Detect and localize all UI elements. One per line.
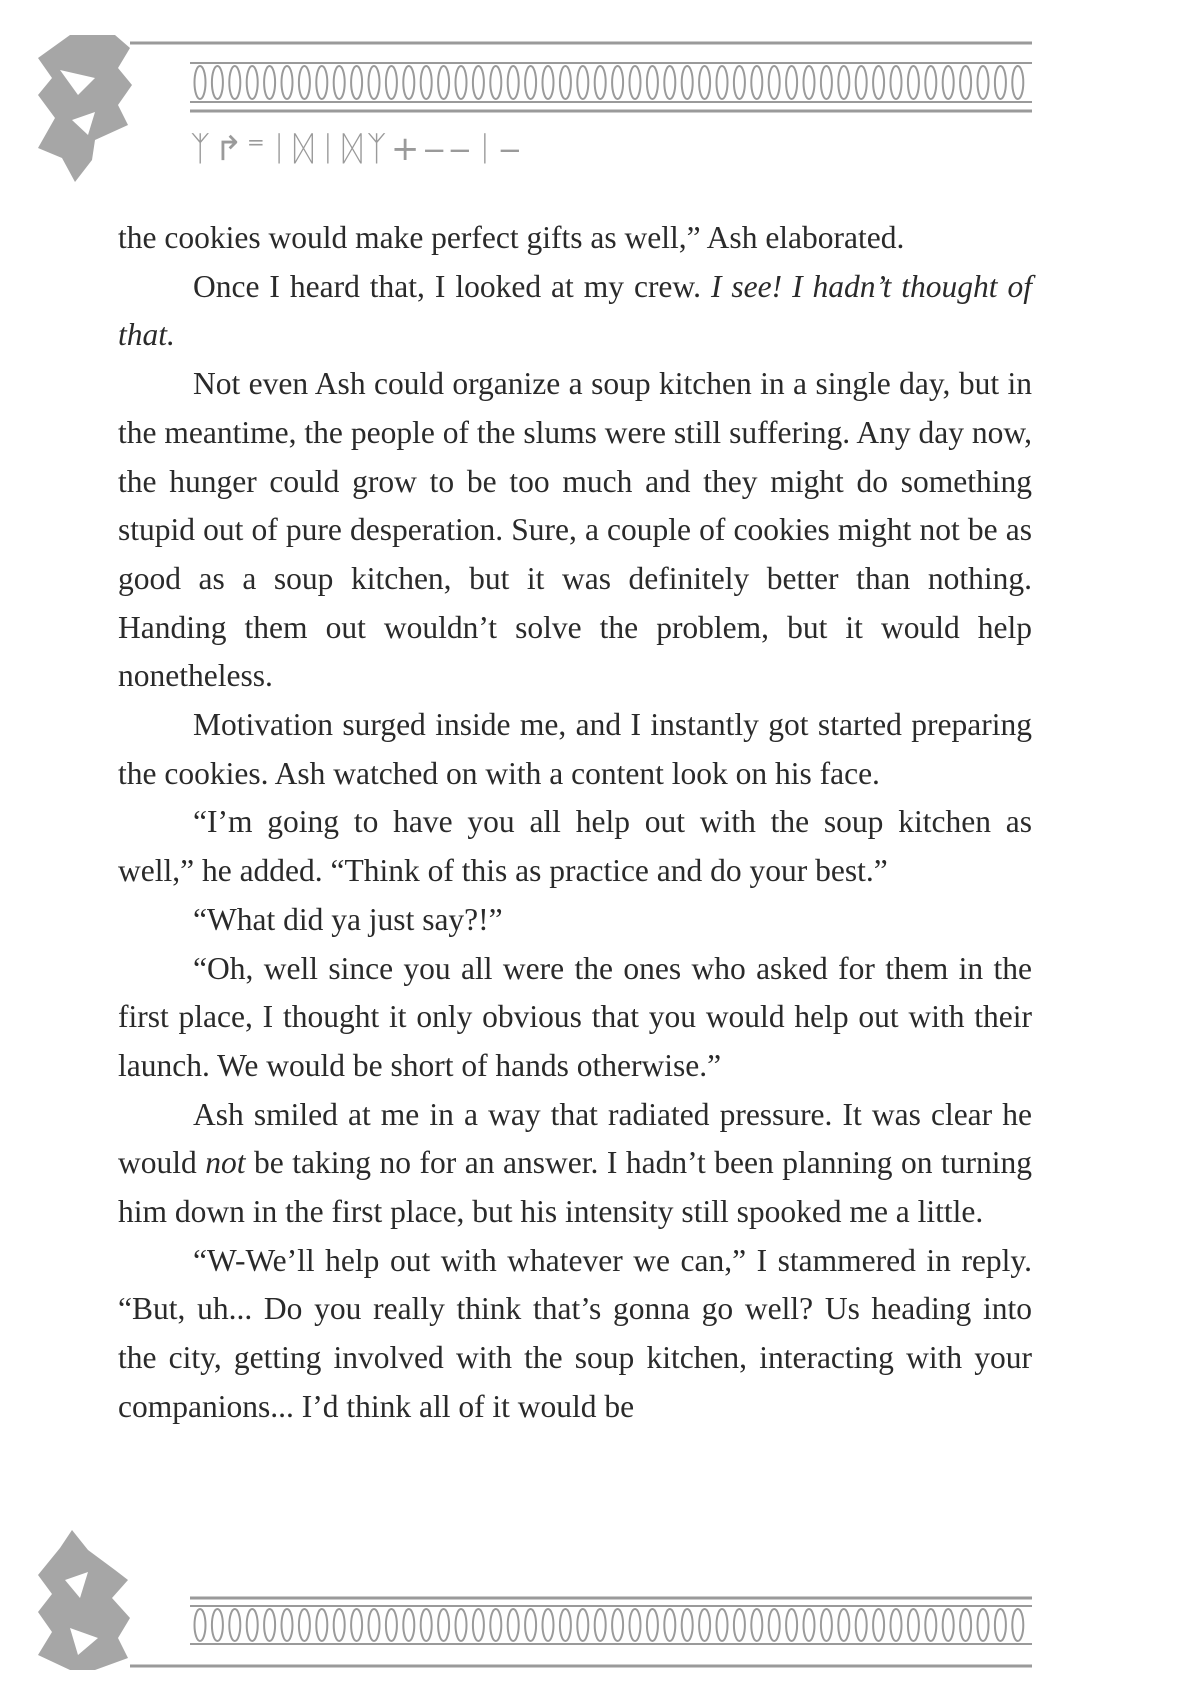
chain-link [751,66,762,99]
chain-link [316,1609,327,1641]
text-segment: Motivation surged inside me, and I instantly got started preparing the cookies. Ash watched on with a content look on his face. [118,707,1032,791]
chain-link [473,1609,484,1641]
chain-link [351,1609,362,1641]
chain-link [978,1609,989,1641]
chain-link [490,1609,501,1641]
chain-link [699,66,710,99]
text-segment: Ash smiled at me in a way that radiated pressure. It was clear he would [118,1096,1032,1181]
chain-link [647,66,658,99]
page-body-text [118,214,1032,1432]
chain-link [438,1609,449,1641]
chain-link [682,66,693,99]
chain-link [995,1609,1006,1641]
paragraph [118,1237,1032,1432]
chain-link [229,66,240,99]
chain-link [369,66,380,99]
chain-link [525,66,536,99]
chain-link [664,1609,675,1641]
chain-link [995,66,1006,99]
chain-link [804,1609,815,1641]
chain-link [717,66,728,99]
chain-link [490,66,501,99]
paragraph [118,798,1032,895]
chain-link [786,66,797,99]
chain-link [769,66,780,99]
chain-link [1012,1609,1023,1641]
chain-link [543,66,554,99]
chain-link [282,66,293,99]
chain-link [943,1609,954,1641]
chain-link [334,1609,345,1641]
chain-link [247,1609,258,1641]
chain-link [925,1609,936,1641]
chain-link [891,1609,902,1641]
bottom-ornament [0,1520,1200,1706]
chain-link [838,66,849,99]
chain-link [821,1609,832,1641]
chain-link [630,66,641,99]
chain-link [456,66,467,99]
chain-link [316,66,327,99]
chain-link [960,66,971,99]
text-segment: “W-We’ll help out with whatever we can,” I stammered in reply. “But, uh... Do you really think that’s gonna go well? Us heading into the city, getting involved with the soup kitchen, interacting with your companions... I’d think all of it would be [118,1242,1032,1424]
paragraph [118,945,1032,1091]
chain-link [334,66,345,99]
chain-link [786,1609,797,1641]
text-segment: Once I heard that, I looked at my crew. [193,268,711,304]
text-segment: “I’m going to have you all help out with the soup kitchen as well,” he added. “Think of this as practice and do your best.” [118,804,1032,889]
chain-link [247,66,258,99]
chain-link [543,1609,554,1641]
chain-link [943,66,954,99]
chain-link [421,1609,432,1641]
chain-link [856,1609,867,1641]
chain-link [612,1609,623,1641]
chain-link [421,66,432,99]
chain-link [560,66,571,99]
fleur-ornament-icon [38,35,132,182]
chain-link [647,1609,658,1641]
chain-link [925,66,936,99]
chain-link [873,1609,884,1641]
text-segment: “Oh, well since you all were the ones who asked for them in the first place, I thought it only obvious that you would help out with their launch. We would be short of hands otherwise.” [118,950,1032,1083]
chain-link [508,1609,519,1641]
chain-link [856,66,867,99]
chain-link [212,66,223,99]
text-segment: be taking no for an answer. I hadn’t been planning on turning him down in the first place, but his intensity still spooked me a little. [118,1145,1033,1230]
chain-link [264,66,275,99]
paragraph [118,263,1032,360]
chain-link [838,1609,849,1641]
chain-link [386,1609,397,1641]
chain-link [630,1609,641,1641]
text-segment: “What did ya just say?!” [193,901,503,937]
chain-link [351,66,362,99]
chain-link [577,1609,588,1641]
chain-link [456,1609,467,1641]
paragraph [118,214,1032,263]
chain-link [525,1609,536,1641]
paragraph [118,360,1032,701]
chain-link [717,1609,728,1641]
chain-link [804,66,815,99]
paragraph [118,701,1032,798]
chain-link [229,1609,240,1641]
chain-link [908,66,919,99]
chain-link [734,66,745,99]
chain-link [682,1609,693,1641]
chain-link [612,66,623,99]
italic-text: I see! I hadn’t thought of that. [118,268,1033,353]
paragraph [118,896,1032,945]
italic-text: not [205,1145,246,1181]
chain-link [734,1609,745,1641]
chain-link [891,66,902,99]
chain-link [664,66,675,99]
chain-link [595,66,606,99]
chain-link [195,66,206,99]
chain-link [403,1609,414,1641]
chain-link [873,66,884,99]
chain-link [299,66,310,99]
chain-link [1012,66,1023,99]
chain-link [264,1609,275,1641]
chain-link [751,1609,762,1641]
chain-link [978,66,989,99]
chain-link [595,1609,606,1641]
chapter-rune-title: ᛉ↱⁼ᛁᛞᛁᛞᛉ+‒‒ᛁ‒ [190,129,525,169]
chain-link [508,66,519,99]
chain-link [908,1609,919,1641]
chain-link [195,1609,206,1641]
chain-link [560,1609,571,1641]
text-segment: Not even Ash could organize a soup kitchen in a single day, but in the meantime, the people of the slums were still suffering. Any day now, the hunger could grow to be too much and they might do something stupid out of pure desperation. Sure, a couple of cookies might not be as good as a soup kitchen, but it was definitely better than nothing. Handing them out wouldn’t solve the problem, but it would help nonetheless. [118,366,1032,694]
chain-link [577,66,588,99]
chain-link [282,1609,293,1641]
chain-link [212,1609,223,1641]
chain-link [438,66,449,99]
text-segment: the cookies would make perfect gifts as well,” Ash elaborated. [118,220,905,255]
chain-link [403,66,414,99]
top-ornament [0,0,1200,190]
chain-link [386,66,397,99]
paragraph [118,1091,1032,1237]
chain-link [369,1609,380,1641]
chain-link [699,1609,710,1641]
chain-link [299,1609,310,1641]
fleur-ornament-icon [38,1530,130,1670]
chain-link [769,1609,780,1641]
chain-link [821,66,832,99]
chain-link [473,66,484,99]
chain-link [960,1609,971,1641]
